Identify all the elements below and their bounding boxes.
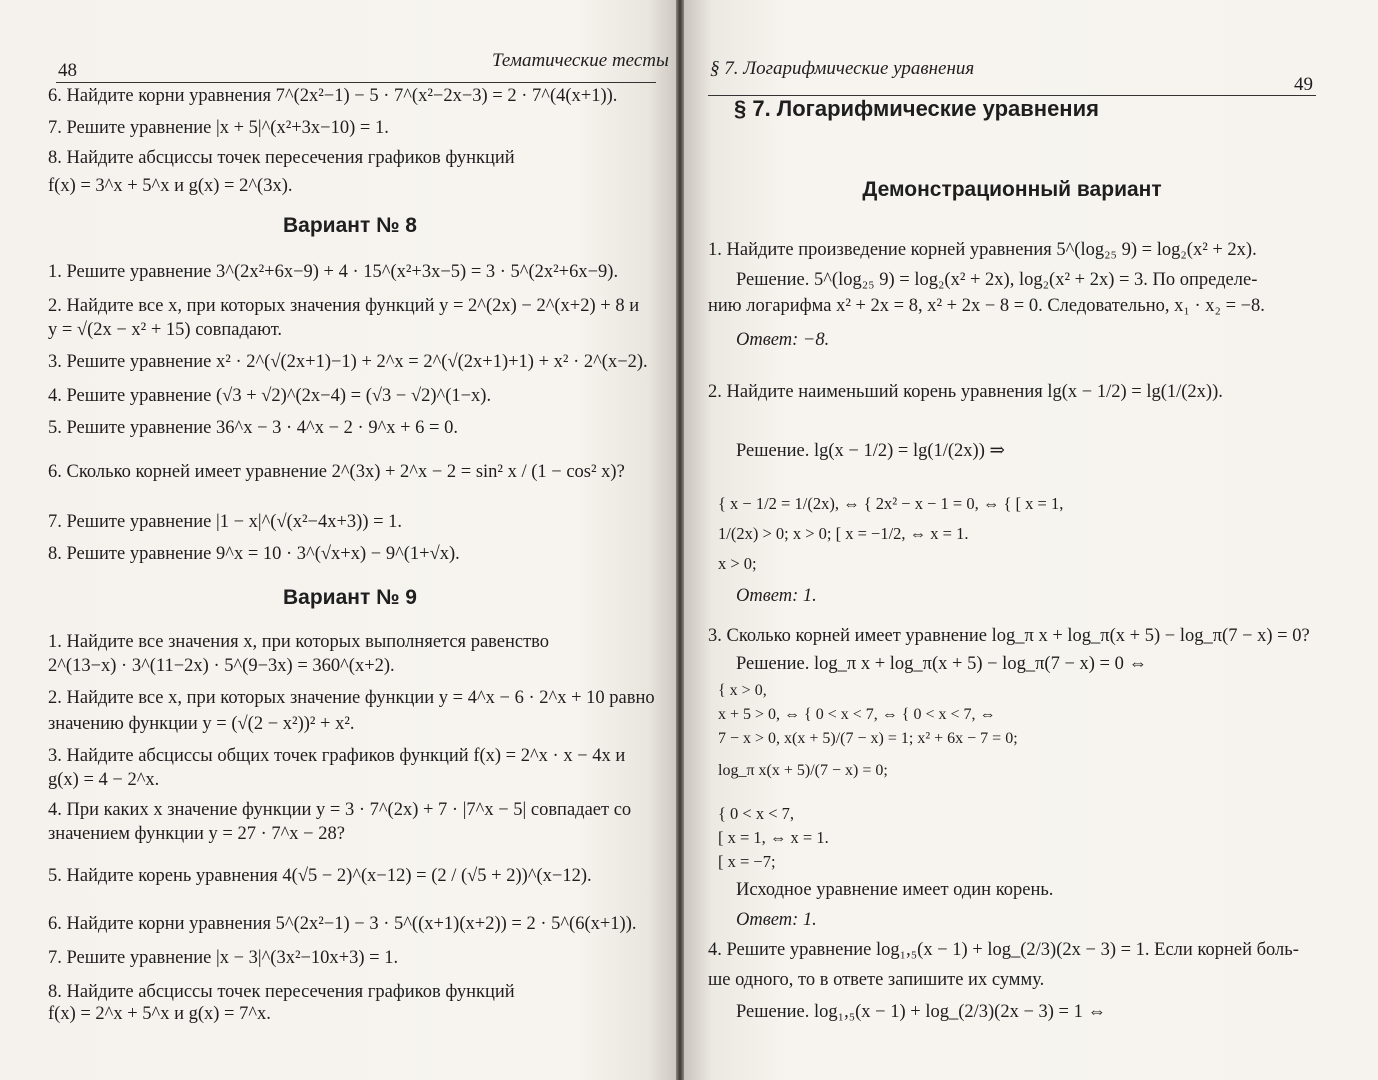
system-line: log_π x(x + 5)/(7 − x) = 0;	[718, 762, 888, 779]
system-line: [ x = 1, ⇔ x = 1.	[718, 828, 829, 847]
right-content	[708, 0, 1316, 1080]
solution-line: Решение. log_π x + log_π(x + 5) − log_π(7 − x) = 0 ⇔	[736, 654, 1147, 674]
solution-line: 4. Решите уравнение log₁,₅(x − 1) + log_(2/3)(2x − 3) = 1. Если корней боль-	[708, 940, 1299, 960]
section-title: § 7. Логарифмические уравнения	[734, 96, 1099, 121]
problem-line: 6. Найдите корни уравнения 5^(2x²−1) − 3 · 5^((x+1)(x+2)) = 2 · 5^(6(x+1)).	[48, 914, 637, 934]
problem-line: 1. Найдите все значения x, при которых выполняется равенство	[48, 632, 550, 652]
answer-line: Ответ: 1.	[736, 586, 817, 606]
solution-line: ше одного, то в ответе запишите их сумму.	[708, 970, 1045, 990]
solution-line: 2. Найдите наименьший корень уравнения lg(x − 1/2) = lg(1/(2x)).	[708, 382, 1223, 402]
problem-line: 3. Решите уравнение x² · 2^(√(2x+1)−1) + 2^x = 2^(√(2x+1)+1) + x² · 2^(x−2).	[48, 352, 648, 372]
problem-line: 4. Решите уравнение (√3 + √2)^(2x−4) = (√3 − √2)^(1−x).	[48, 386, 492, 406]
system-line: { x > 0,	[718, 682, 767, 699]
problem-line: 7. Решите уравнение |x − 3|^(3x²−10x+3) = 1.	[48, 948, 399, 968]
problem-line: 5. Найдите корень уравнения 4(√5 − 2)^(x−12) = (2 / (√5 + 2))^(x−12).	[48, 866, 592, 886]
problem-line: значению функции y = (√(2 − x²))² + x².	[48, 714, 355, 734]
running-head: Тематические тесты	[492, 50, 669, 71]
problem-line: 6. Сколько корней имеет уравнение 2^(3x) + 2^x − 2 = sin² x / (1 − cos² x)?	[48, 462, 625, 482]
answer-line: Ответ: −8.	[736, 330, 830, 350]
solution-line: 3. Сколько корней имеет уравнение log_π x + log_π(x + 5) − log_π(7 − x) = 0?	[708, 626, 1310, 646]
variant-9-title: Вариант № 9	[283, 586, 417, 609]
solution-line: Решение. 5^(log₂₅ 9) = log₂(x² + 2x), log₂(x² + 2x) = 3. По определе-	[736, 270, 1258, 290]
problem-line: 8. Найдите абсциссы точек пересечения графиков функций	[48, 148, 515, 168]
system-line: 1/(2x) > 0; x > 0; [ x = −1/2, ⇔ x = 1.	[718, 524, 969, 543]
problem-line: 7. Решите уравнение |x + 5|^(x²+3x−10) = 1.	[48, 118, 389, 138]
problem-line: 2^(13−x) · 3^(11−2x) · 5^(9−3x) = 360^(x+2).	[48, 656, 395, 676]
solution-line: Исходное уравнение имеет один корень.	[736, 880, 1054, 900]
problem-line: y = √(2x − x² + 15) совпадают.	[48, 320, 283, 340]
problem-line: g(x) = 4 − 2^x.	[48, 770, 160, 790]
answer-line: Ответ: 1.	[736, 910, 817, 930]
system-line: [ x = −7;	[718, 852, 776, 871]
problem-line: 2. Найдите все x, при которых значение функции y = 4^x − 6 · 2^x + 10 равно	[48, 688, 655, 708]
problem-line: 3. Найдите абсциссы общих точек графиков функций f(x) = 2^x · x − 4x и	[48, 746, 626, 766]
problem-line: 7. Решите уравнение |1 − x|^(√(x²−4x+3)) = 1.	[48, 512, 403, 532]
left-content	[48, 0, 655, 1080]
problem-line: 8. Решите уравнение 9^x = 10 · 3^(√x+x) − 9^(1+√x).	[48, 544, 460, 564]
problem-line: 5. Решите уравнение 36^x − 3 · 4^x − 2 · 9^x + 6 = 0.	[48, 418, 458, 438]
system-line: { 0 < x < 7,	[718, 804, 795, 823]
system-line: 7 − x > 0, x(x + 5)/(7 − x) = 1; x² + 6x − 7 = 0;	[718, 730, 1018, 747]
left-page	[0, 0, 676, 1080]
right-page	[684, 0, 1378, 1080]
problem-line: 2. Найдите все x, при которых значения функций y = 2^(2x) − 2^(x+2) + 8 и	[48, 296, 640, 316]
solution-line: нию логарифма x² + 2x = 8, x² + 2x − 8 = 0. Следовательно, x₁ · x₂ = −8.	[708, 296, 1265, 316]
solution-line: Решение. log₁,₅(x − 1) + log_(2/3)(2x − 3) = 1 ⇔	[736, 1002, 1106, 1022]
system-line: { x − 1/2 = 1/(2x), ⇔ { 2x² − x − 1 = 0, ⇔ { [ x = 1,	[718, 494, 1064, 513]
variant-8-title: Вариант № 8	[283, 214, 417, 237]
system-line: x + 5 > 0, ⇔ { 0 < x < 7, ⇔ { 0 < x < 7, ⇔	[718, 706, 996, 723]
problem-line: 6. Найдите корни уравнения 7^(2x²−1) − 5 · 7^(x²−2x−3) = 2 · 7^(4(x+1)).	[48, 86, 618, 106]
problem-line: значением функции y = 27 · 7^x − 28?	[48, 824, 345, 844]
problem-line: f(x) = 3^x + 5^x и g(x) = 2^(3x).	[48, 176, 293, 196]
problem-line: 8. Найдите абсциссы точек пересечения графиков функций	[48, 982, 515, 1002]
problem-line: 1. Решите уравнение 3^(2x²+6x−9) + 4 · 15^(x²+3x−5) = 3 · 5^(2x²+6x−9).	[48, 262, 619, 282]
solution-line: 1. Найдите произведение корней уравнения 5^(log₂₅ 9) = log₂(x² + 2x).	[708, 240, 1257, 260]
system-line: x > 0;	[718, 554, 757, 573]
demo-title: Демонстрационный вариант	[862, 178, 1162, 201]
running-head: § 7. Логарифмические уравнения	[710, 58, 975, 79]
problem-line: 4. При каких x значение функции y = 3 · 7^(2x) + 7 · |7^x − 5| совпадает со	[48, 800, 632, 820]
solution-line: Решение. lg(x − 1/2) = lg(1/(2x)) ⇒	[736, 441, 1005, 461]
page-number: 48	[58, 60, 77, 81]
page-number: 49	[1294, 74, 1313, 95]
book-gutter	[676, 0, 684, 1080]
problem-line: f(x) = 2^x + 5^x и g(x) = 7^x.	[48, 1004, 271, 1024]
